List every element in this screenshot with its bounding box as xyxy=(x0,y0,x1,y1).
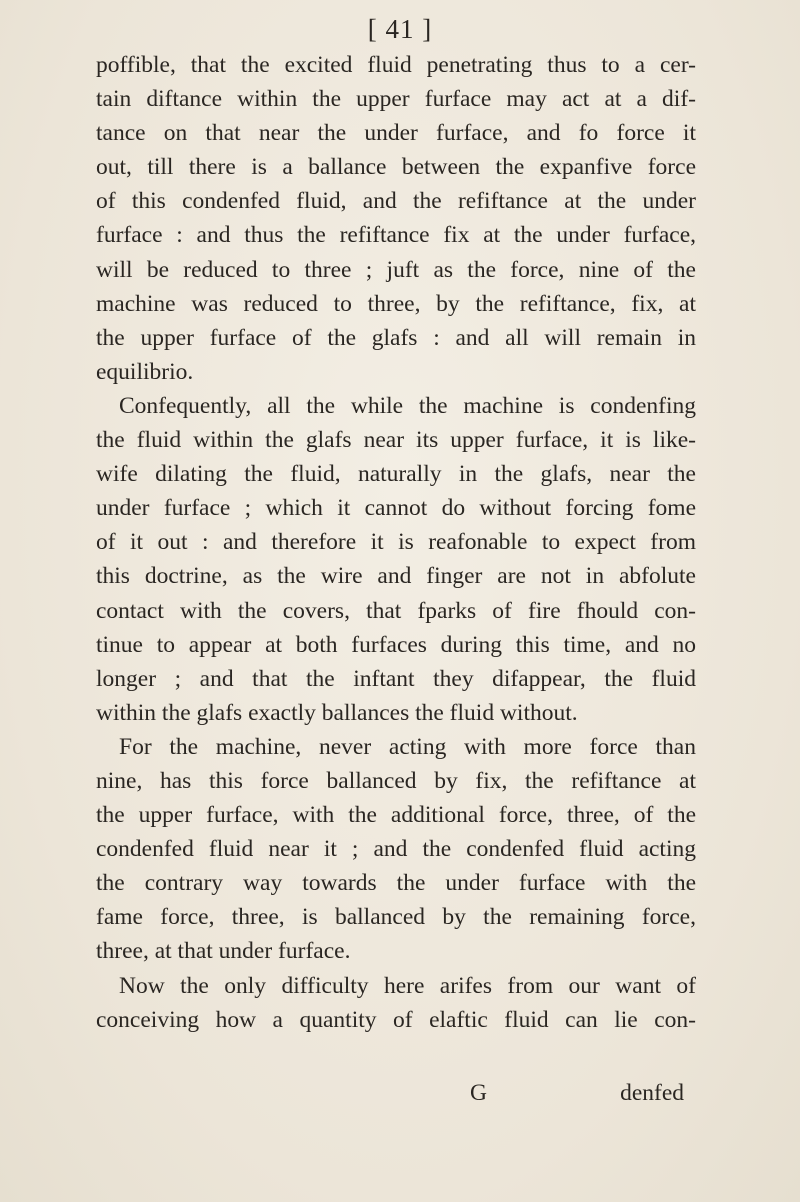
page-number: [ 41 ] xyxy=(367,14,433,44)
text-line: Now the only difficulty here arifes from our want of xyxy=(119,972,696,999)
text-line: equilibrio. xyxy=(96,358,194,385)
text-line: the upper furface, with the additional force, three, of the xyxy=(96,802,696,829)
text-line: the fluid within the glafs near its upper furface, it is like- xyxy=(96,427,696,454)
signature-mark: G xyxy=(470,1080,487,1106)
text-line: within the glafs exactly ballances the fluid without. xyxy=(96,699,578,726)
text-line: under furface ; which it cannot do without forcing fome xyxy=(96,495,696,522)
text-line: out, till there is a ballance between the expanfive force xyxy=(96,154,696,181)
text-line: the upper furface of the glafs : and all will remain in xyxy=(96,324,696,351)
text-line: condenfed fluid near it ; and the condenfed fluid acting xyxy=(96,836,696,863)
text-line: will be reduced to three ; juft as the force, nine of the xyxy=(96,256,696,283)
catchword: denfed xyxy=(620,1080,684,1106)
text-line: machine was reduced to three, by the refiftance, fix, at xyxy=(96,290,696,317)
text-line: For the machine, never acting with more force than xyxy=(119,733,696,760)
text-line: conceiving how a quantity of elaftic fluid can lie con- xyxy=(96,1006,696,1033)
text-line: the contrary way towards the under furface with the xyxy=(96,870,696,897)
text-line: fame force, three, is ballanced by the remaining force, xyxy=(96,904,696,931)
text-line: of it out : and therefore it is reafonable to expect from xyxy=(96,529,696,556)
text-line: tain diftance within the upper furface may act at a dif- xyxy=(96,86,696,113)
text-line: contact with the covers, that fparks of fire fhould con- xyxy=(96,597,696,624)
text-line: tance on that near the under furface, and fo force it xyxy=(96,120,696,147)
text-line: furface : and thus the refiftance fix at the under furface, xyxy=(96,222,696,249)
text-line: poffible, that the excited fluid penetrating thus to a cer- xyxy=(96,52,696,78)
body-text xyxy=(96,48,696,1037)
text-line: of this condenfed fluid, and the refiftance at the under xyxy=(96,188,696,215)
text-line: nine, has this force ballanced by fix, the refiftance at xyxy=(96,767,696,794)
text-line: wife dilating the fluid, naturally in the glafs, near the xyxy=(96,461,696,488)
text-line: tinue to appear at both furfaces during this time, and no xyxy=(96,631,696,658)
page-footer xyxy=(96,1076,696,1110)
text-line: longer ; and that the inftant they difappear, the fluid xyxy=(96,665,696,692)
text-line: this doctrine, as the wire and finger are not in abfolute xyxy=(96,563,696,590)
text-line: three, at that under furface. xyxy=(96,938,351,965)
text-line: Confequently, all the while the machine is condenfing xyxy=(119,392,696,419)
